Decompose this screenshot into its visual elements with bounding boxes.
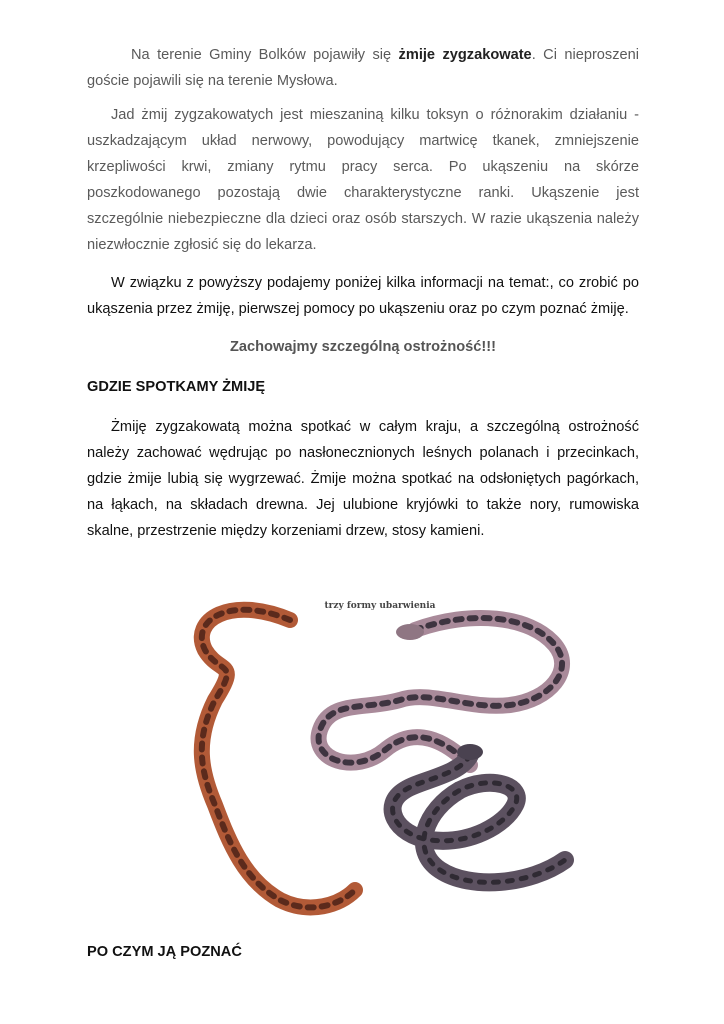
intro-paragraph-1	[87, 42, 639, 94]
section-heading-where: GDZIE SPOTKAMY ŻMIJĘ	[87, 379, 266, 395]
info-paragraph: W związku z powyższy podajemy poniżej kilka informacji na temat:, co zrobić po ukąszenia przez żmiję, pierwszej pomocy po ukąszeniu oraz po czym poznać żmiję.	[87, 275, 639, 317]
document-page	[87, 42, 639, 544]
viper-dark	[393, 755, 565, 882]
figure-caption: trzy formy ubarwienia	[324, 601, 436, 611]
intro-text-end: . Ci nieproszeni goście pojawili się na terenie Mysłowa.	[87, 47, 639, 89]
warning-heading: Zachowajmy szczególną ostrożność!!!	[230, 339, 496, 355]
intro-text: Na terenie Gminy Bolków pojawiły się	[131, 47, 399, 63]
venom-paragraph: Jad żmij zygzakowatych jest mieszaniną kilku toksyn o różnorakim działaniu - uszkadzającym układ nerwowy, powodujący martwicę tkanek, zmniejszenie krzepliwości krwi, zmiany rytmu pracy serca. Po ukąszeniu na skórze poszkodowanego pozostają dwie charakterystyczne ranki. Ukąszenie jest szczególnie niebezpieczne dla dzieci oraz osób starszych. W razie ukąszenia należy niezwłocznie zgłosić się do lekarza.	[87, 107, 639, 253]
section-heading-identify: PO CZYM JĄ POZNAĆ	[87, 944, 242, 960]
intro-bold-phrase: żmije zygzakowate	[398, 47, 532, 63]
vipers-illustration	[170, 590, 590, 920]
where-paragraph: Żmiję zygzakowatą można spotkać w całym kraju, a szczególną ostrożność należy zachować wędrując po nasłonecznionych leśnych polanach i przecinkach, gdzie żmije lubią się wygrzewać. Żmije można spotkać na odsłoniętych pagórkach, na łąkach, na składach drewna. Jej ulubione kryjówki to także nory, rumowiska skalne, przestrzenie między korzeniami drzew, stosy kamieni.	[87, 419, 639, 539]
